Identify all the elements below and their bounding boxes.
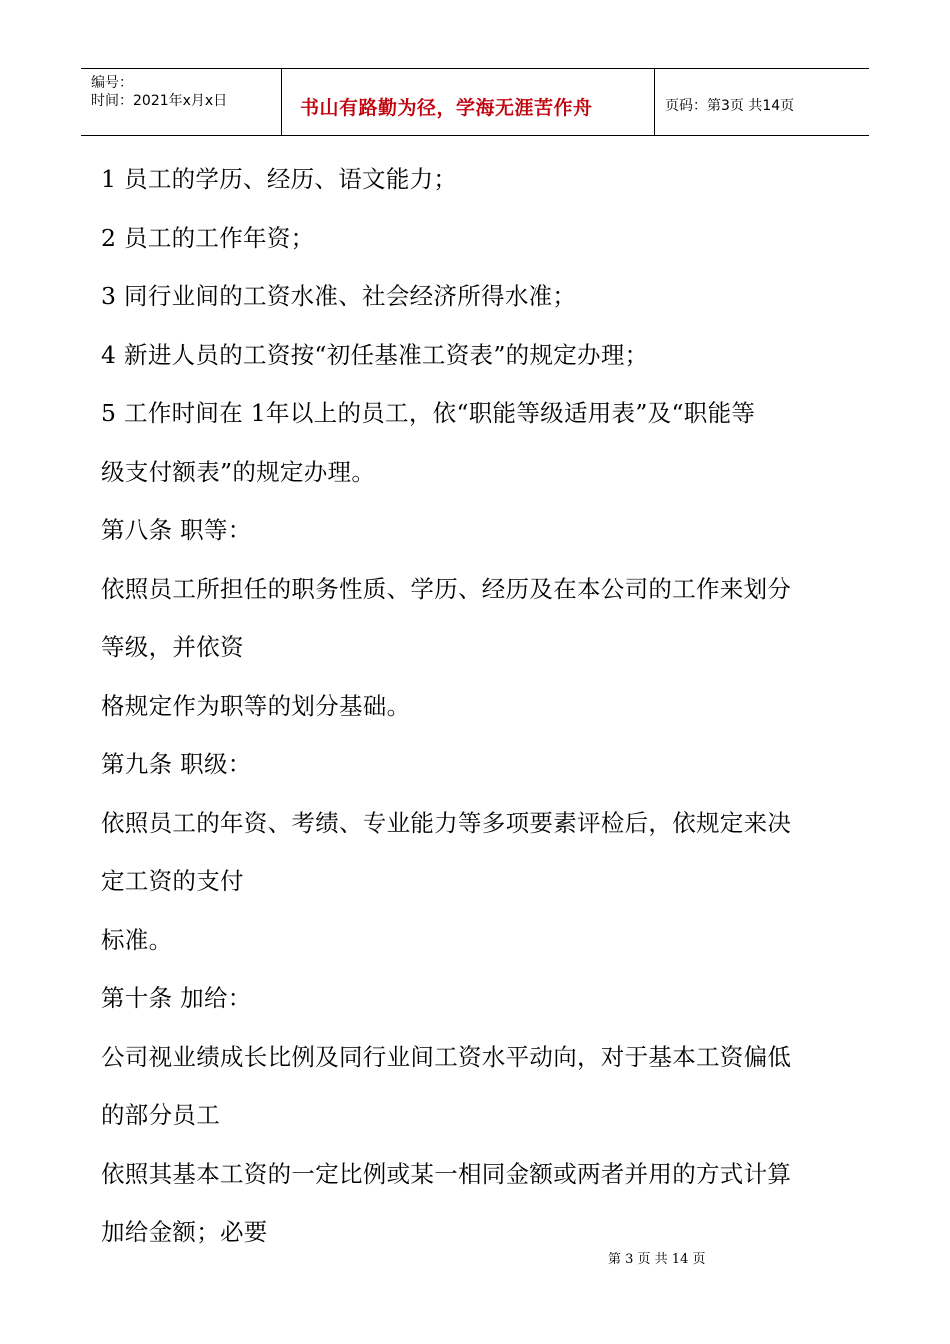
body-line: 的部分员工 [101, 1101, 220, 1129]
body-line: 等级，并依资 [101, 633, 244, 661]
header-motto: 书山有路勤为径，学海无涯苦作舟 [300, 97, 593, 119]
body-line: 依照员工所担任的职务性质、学历、经历及在本公司的工作来划分 [101, 574, 792, 603]
page-header [81, 68, 869, 136]
body-line: 3 同行业间的工资水准、社会经济所得水准； [101, 282, 577, 310]
body-line: 定工资的支付 [101, 867, 244, 895]
body-line: 依照其基本工资的一定比例或某一相同金额或两者并用的方式计算 [101, 1159, 792, 1188]
body-line: 依照员工的年资、考绩、专业能力等多项要素评检后，依规定来决 [101, 808, 792, 837]
body-line: 加给金额；必要 [101, 1218, 268, 1246]
body-line: 标准。 [101, 925, 173, 954]
document-number-label: 编号： [91, 75, 133, 91]
page-footer: 第 3 页 共 14 页 [608, 1252, 706, 1267]
header-page-info: 页码：第3页 共14页 [665, 98, 795, 114]
body-line: 4 新进人员的工资按“初任基准工资表”的规定办理； [101, 340, 649, 369]
document-body [101, 150, 861, 1262]
body-line: 格规定作为职等的划分基础。 [101, 691, 411, 720]
body-line: 1 员工的学历、经历、语文能力； [101, 165, 458, 193]
body-line: 公司视业绩成长比例及同行业间工资水平动向，对于基本工资偏低 [101, 1042, 792, 1071]
document-time-label: 时间：2021年x月x日 [91, 93, 228, 109]
body-line: 2 员工的工作年资； [101, 223, 315, 252]
article-heading: 第八条 职等： [101, 516, 252, 544]
body-line: 5 工作时间在 1年以上的员工，依“职能等级适用表”及“职能等 [101, 399, 756, 427]
article-heading: 第十条 加给： [101, 984, 252, 1012]
article-heading: 第九条 职级： [101, 750, 252, 778]
body-line: 级支付额表”的规定办理。 [101, 457, 376, 486]
header-motto-cell [282, 69, 655, 135]
header-meta-cell [81, 69, 282, 135]
header-page-cell [655, 69, 869, 135]
